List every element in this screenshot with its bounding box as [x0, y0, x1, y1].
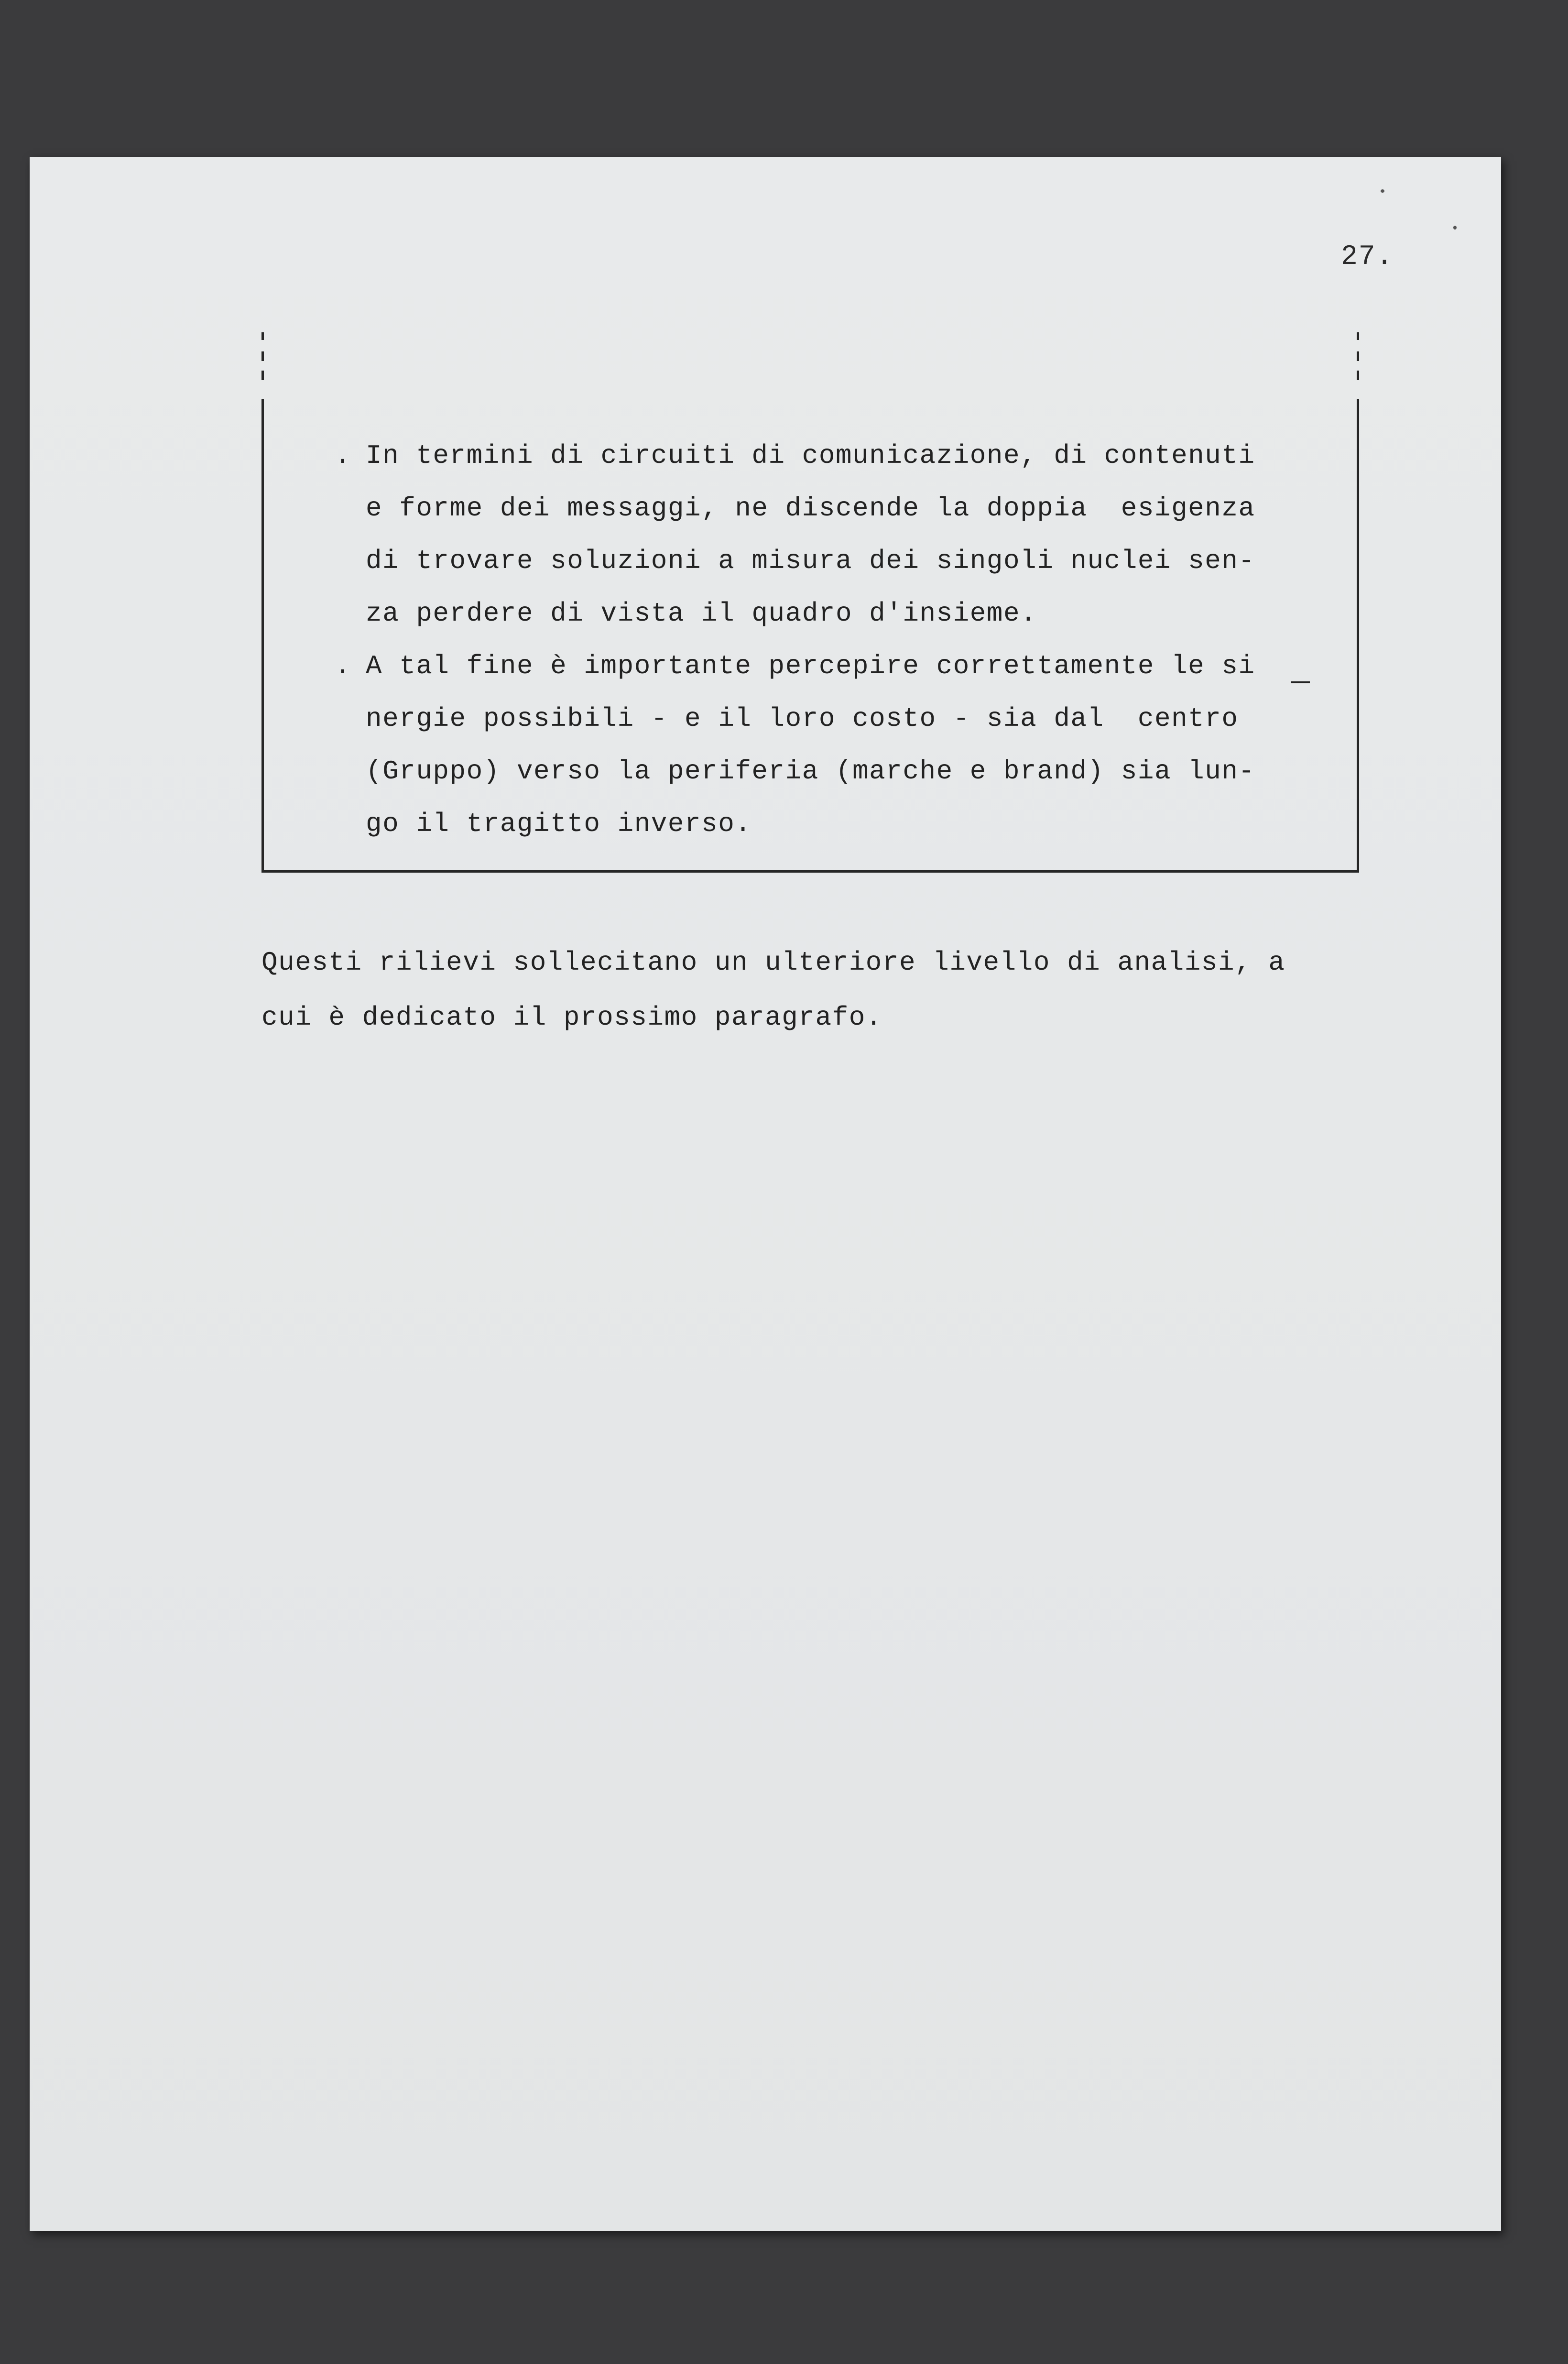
box-text-line: za perdere di vista il quadro d'insieme.	[366, 598, 1037, 629]
paragraph-line: Questi rilievi sollecitano un ulteriore livello di analisi, a	[261, 947, 1285, 978]
box-right-tick	[1357, 371, 1359, 380]
box-right-tick	[1357, 332, 1359, 340]
box-text-line: A tal fine è importante percepire correttamente le si	[366, 651, 1255, 681]
box-text-line: go il tragitto inverso.	[366, 809, 752, 839]
bullet-marker: .	[335, 651, 351, 681]
hyphen-underline	[1291, 681, 1310, 683]
box-text-line: di trovare soluzioni a misura dei singoli nuclei sen-	[366, 546, 1255, 576]
box-left-tick	[261, 351, 264, 361]
ink-speck	[1381, 189, 1384, 193]
ink-speck	[1453, 226, 1457, 230]
box-text-line: nergie possibili - e il loro costo - sia dal centro	[366, 703, 1239, 734]
box-text-line: In termini di circuiti di comunicazione, di contenuti	[366, 440, 1255, 471]
box-text-line: (Gruppo) verso la periferia (marche e brand) sia lun-	[366, 756, 1255, 787]
box-text-line: e forme dei messaggi, ne discende la doppia esigenza	[366, 493, 1255, 524]
bullet-marker: .	[335, 440, 351, 471]
page-number: 27.	[1341, 241, 1394, 273]
paragraph-line: cui è dedicato il prossimo paragrafo.	[261, 1002, 882, 1033]
box-left-tick	[261, 332, 264, 340]
box-left-tick	[261, 371, 264, 380]
box-right-tick	[1357, 351, 1359, 361]
